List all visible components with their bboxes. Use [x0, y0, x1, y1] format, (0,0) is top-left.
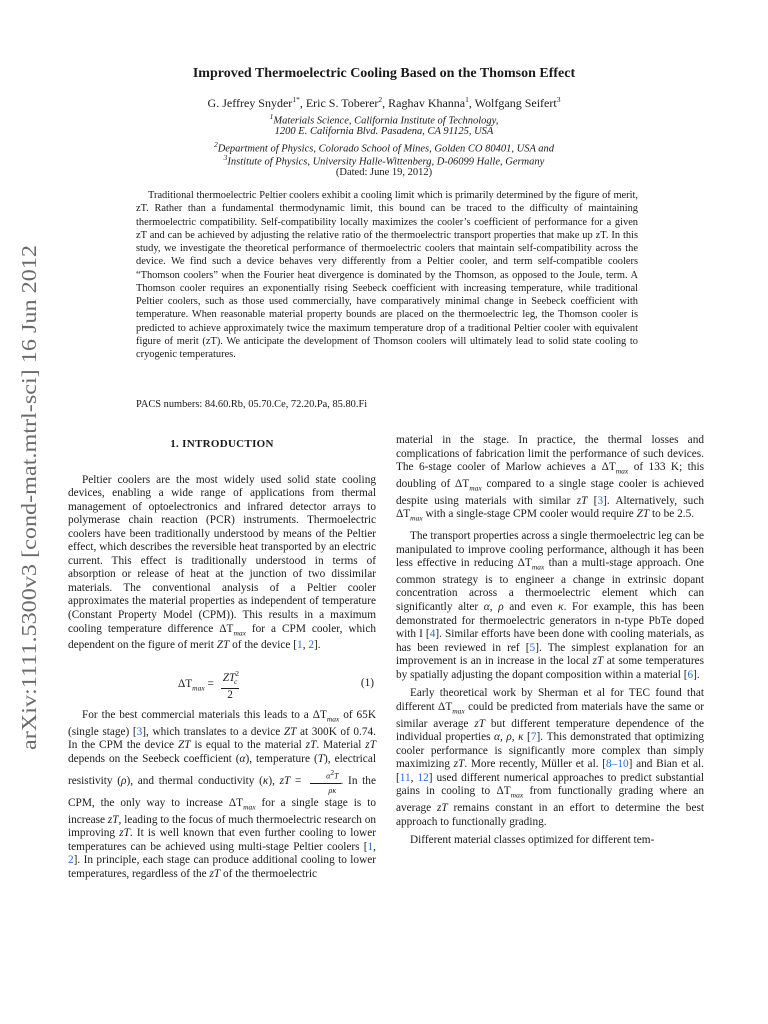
citation-link: 3: [136, 725, 143, 738]
citation-link: 12: [417, 771, 429, 784]
affiliation-3: $^3$Institute of Physics, University Halle-Wittenberg, D-06099 Halle, Germany: [223, 153, 545, 168]
intro-paragraph-5: Early theoretical work by Sherman et al for TEC found that different $\Delta T_{max}$ could be predicted from materials have the same or similar average zT but different temperature dependence of the individual properties α, ρ, κ [7]. This demonstrated that optimizing cooler performance is significantly more complex than simply maximizing zT. More recently, Müller et al. [8–10] and Bian et al. [11, 12] used different numerical approaches to predict substantial gains in cooling to $\Delta T_{max}$ from functionally grading where an average zT remains constant in an effort to determine the best approach to functionally grading.: [396, 687, 705, 828]
equation-1: $\Delta T_{max}$ = $\frac{ZT^2_c}{2}$ (1): [178, 668, 374, 701]
section-heading: 1. INTRODUCTION: [170, 438, 274, 450]
citation-link: 4: [429, 628, 436, 641]
pacs-numbers: PACS numbers: 84.60.Rb, 05.70.Ce, 72.20.Pa, 85.80.Fi: [136, 399, 368, 410]
intro-paragraph-1: Peltier coolers are the most widely used solid state cooling devices, enabling a wide range of applications from thermal management of optoelectronics and infrared detector arrays to polymerase chain reaction (PCR) instruments. Thermoelectric coolers have been traditionally understood by means of the Peltier effect, which describes the reversible heat transported by an electric current. This effect is traditionally understood in terms of absorption or release of heat at the junction of two dissimilar materials. The conventional analysis of a Peltier cooler approximates the material properties as independent of temperature (Constant Property Model (CPM)). This results in a maximum cooling temperature difference $\Delta T_{max}$ for a CPM cooler, which dependent on the figure of merit ZT of the device [1, 2].: [68, 473, 376, 652]
affiliation-1: $^1$Materials Science, California Institute of Technology,: [269, 112, 499, 127]
author-list: G. Jeffrey Snyder$^{1*}$, Eric S. Toberer$^2$, Raghav Khanna$^1$, Wolfgang Seifert$^3$: [207, 95, 561, 110]
right-column: [396, 434, 704, 848]
citation-link: 1: [367, 840, 374, 853]
citation-link: 11: [399, 771, 411, 784]
citation-link: 1: [297, 639, 303, 652]
intro-paragraph-4: The transport properties across a single thermoelectric leg can be manipulated to improve cooling performance, although it has been less effective in reducing $\Delta T_{max}$ than a multi-stage approach. One common strategy is to engineer a change in extrinsic dopant concentration across a thermoelectric element which can significantly alter α, ρ and even κ. For example, this has been demonstrated for thermoelectric generators in n-type PbTe doped with I [4]. Similar efforts have been done with cooling materials, as has been reviewed in ref [5]. The simplest explanation for an improvement is an in increase in the local zT at some temperatures by spatially adjusting the dopant composition within a material [6].: [396, 530, 705, 681]
affiliation-1-address: 1200 E. California Blvd. Pasadena, CA 91125, USA: [274, 126, 494, 137]
citation-link: 2: [68, 854, 74, 867]
citation-link: 8–10: [606, 758, 629, 771]
arxiv-id-text: arXiv:1111.5300v3 [cond-mat.mtrl-sci] 16 Jun 2012: [17, 311, 41, 750]
paper-title: Improved Thermoelectric Cooling Based on the Thomson Effect: [192, 66, 576, 81]
citation-link: 2: [308, 639, 314, 652]
citation-link: 5: [529, 641, 536, 654]
arxiv-identifier-stamp: [6, 235, 50, 755]
affiliation-2: $^2$Department of Physics, Colorado School of Mines, Golden CO 80401, USA and: [213, 140, 555, 155]
intro-paragraph-2: For the best commercial materials this leads to a $\Delta T_{max}$ of 65K (single stage) [3], which translates to a device ZT at 300K of 0.74. In the CPM the device ZT is equal to the material zT. Material zT depends on the Seebeck coefficient (α), temperature (T), electrical resistivity (ρ), and thermal conductivity (κ), zT = $\frac{\alpha^2T}{\rho\kappa}$ . In the CPM, the only way to increase $\Delta T_{max}$ for a single stage is to increase zT, leading to the focus of much thermoelectric research on improving zT. It is well known that even further cooling to lower temperatures can be achieved using multi-stage Peltier coolers [1, 2]. In principle, each stage can produce additional cooling to lower temperatures, regardless of the zT of the thermoelectric: [68, 708, 377, 880]
citation-link: 3: [597, 494, 604, 507]
abstract: Traditional thermoelectric Peltier coolers exhibit a cooling limit which is primarily determined by the figure of merit, zT. Rather than a fundamental thermodynamic limit, this bound can be traced to the difficulty of maintaining thermoelectric compatibility. Self-compatibility locally maximizes the cooler’s coefficient of performance for a given zT and can be achieved by adjusting the relative ratio of the thermoelectric transport properties that make up zT. In this study, we investigate the theoretical performance of thermoelectric coolers that maintain self-compatibility across the device. We find such a device behaves very differently from a Peltier cooler, and term self-compatible coolers “Thomson coolers” when the Fourier heat divergence is dominated by the Thomson, as opposed to the Joule, term. A Thomson cooler requires an exponentially rising Seebeck coefficient with increasing temperature, while traditional Peltier coolers, such as those used commercially, have comparatively minimal change in Seebeck coefficient with temperature. When reasonable material property bounds are placed on the thermoelectric leg, the Thomson cooler is predicted to achieve approximately twice the maximum temperature drop of a traditional Peltier cooler with equivalent figure of merit (zT). We anticipate the development of Thomson coolers will ultimately lead to solid state cooling to cryogenic temperatures.: [136, 190, 638, 360]
intro-paragraph-3: material in the stage. In practice, the thermal losses and complications of fabrication limit the performance of such devices. The 6-stage cooler of Marlow achieves a $\Delta T_{max}$ of 133 K; this doubling of $\Delta T_{max}$ compared to a single stage cooler is achieved despite using materials with similar zT [3]. Alternatively, such $\Delta T_{max}$ with a single-stage CPM cooler would require ZT to be 2.5.: [396, 434, 704, 523]
left-column: [68, 434, 376, 882]
equation-number: (1): [360, 676, 374, 689]
citation-link: 6: [687, 668, 694, 681]
date-line: (Dated: June 19, 2012): [335, 167, 433, 178]
intro-paragraph-6: Different material classes optimized for different tem-: [410, 834, 655, 847]
citation-link: 7: [530, 731, 537, 744]
